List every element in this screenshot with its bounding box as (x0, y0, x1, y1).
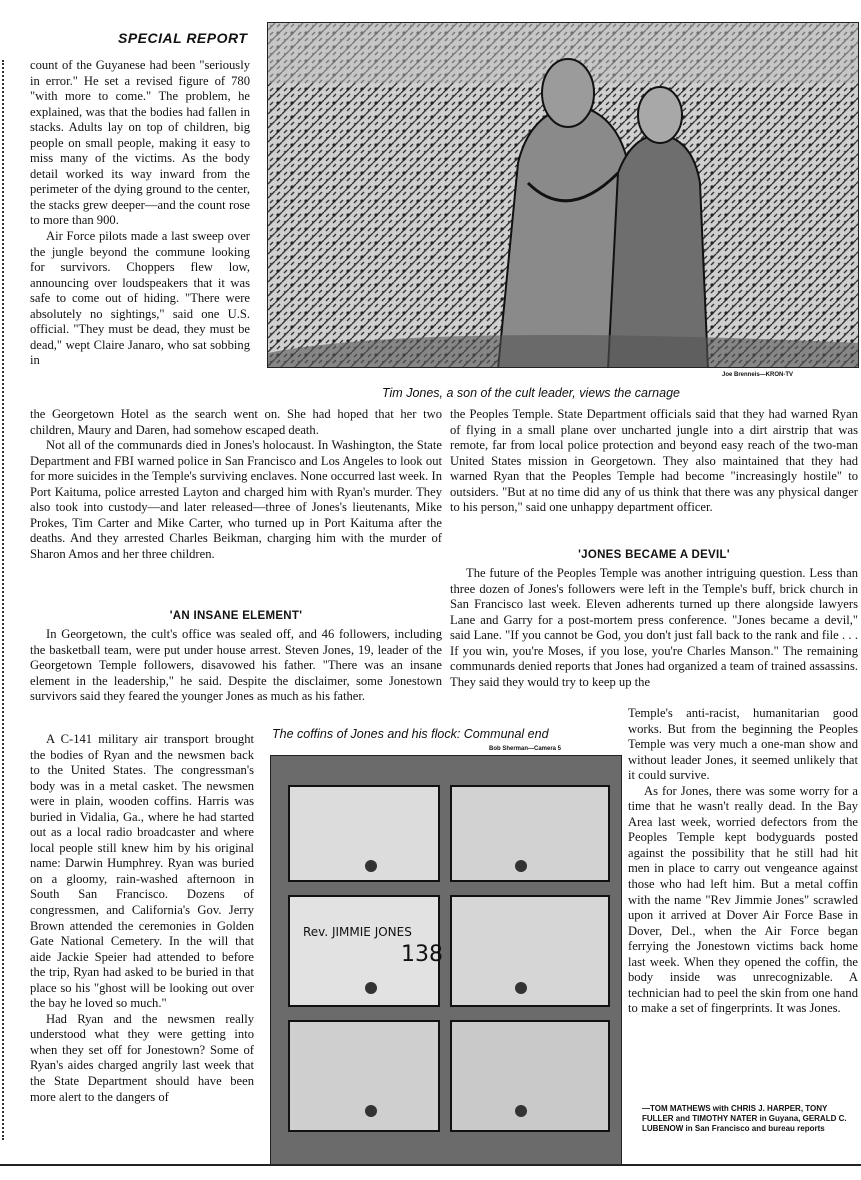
subhead-insane-element: 'AN INSANE ELEMENT' (169, 610, 303, 622)
photo-coffins (270, 755, 622, 1165)
photo-tim-jones (267, 22, 859, 368)
column-1-mid (30, 407, 442, 562)
photo-tim-jones-caption: Tim Jones, a son of the cult leader, views the carnage (382, 386, 680, 400)
photo-tim-jones-image (268, 23, 859, 368)
paragraph: the Peoples Temple. State Department officials said that they had warned Ryan of flying in a small plane over uncharted jungle into a dirt airstrip that was remote, far from local police protection and beyond easy reach of the two-man United States mission in Georgetown. They also maintained that they had warned Ryan that the Peoples Temple had become "increasingly hostile" to outsiders. "But at no time did any of us think that there was any physical danger to his person," said one unhappy department officer. (450, 407, 858, 515)
photo-coffins-credit: Bob Sherman—Camera 5 (489, 746, 562, 752)
paragraph: Not all of the communards died in Jones's holocaust. In Washington, the State Department and FBI warned police in San Francisco and Los Angeles to look out for more suicides in the Temple's surviving enclaves. None occurred last week. In Port Kaituma, police arrested Layton and charged him with Ryan's murder. They also took into custody—and later released—three of Jones's lieutenants, Mike Prokes, Tim Carter and Mike Carter, who turned up in Port Kaituma after the deaths. And they arrested Charles Beikman, charging him with the murder of Sharon Amos and her three children. (30, 438, 442, 561)
column-2-narrow (628, 706, 858, 1017)
bottom-rule (0, 1164, 861, 1166)
column-1-bottom (30, 732, 254, 1105)
paragraph: In Georgetown, the cult's office was sealed off, and 46 followers, including the basketball team, were put under house arrest. Steven Jones, 19, leader of the Georgetown Temple followers, disavowed his father. "There was an insane element in the leadership," he said. Despite the disclaimer, some Jonestown survivors said they feared the younger Jones as much as his father. (30, 627, 442, 704)
byline: —TOM MATHEWS with CHRIS J. HARPER, TONY FULLER and TIMOTHY NATER in Guyana, GERALD C. LUBENOW in San Francisco and bureau reports (642, 1104, 847, 1133)
paragraph: As for Jones, there was some worry for a time that he wasn't really dead. In the Bay Area last week, worried defectors from the Peoples Temple kept bodyguards posted against the possibility that he still had hit men in place to carry out vengeance against those who had left him. But a metal coffin with the name "Rev Jimmie Jones" scrawled upon it arrived at Dover Air Force Base in Dover, Del., when the Air Force began ferrying the Jonestown victims back home last week. When they opened the coffin, the body inside was unrecognizable. A technician had to peel the skin from one hand to make a set of fingerprints. It was Jones. (628, 783, 858, 1016)
photo-tim-jones-credit: Joe Brenneis—KRON-TV (722, 372, 794, 378)
paragraph: Air Force pilots made a last sweep over the jungle beyond the commune looking for survivors. Choppers flew low, announcing over loudspeakers that it was safe to come out of hiding. "There were absolutely no sightings," said one U.S. official. "They must be dead, they must be dead," wept Claire Janaro, who sat sobbing in (30, 229, 250, 368)
paragraph: Temple's anti-racist, humanitarian good works. But from the beginning the Peoples Temple was very much a one-man show and without leader Jones, it seemed unlikely that it could survive. (628, 706, 858, 783)
section-kicker: SPECIAL REPORT (118, 30, 248, 46)
paragraph: The future of the Peoples Temple was another intriguing question. Less than three dozen of Jones's followers were left in the Temple's buff, brick church in San Francisco last week. Eleven adherents turned up there alongside lawyers Lane and Garry for a post-mortem press conference. "Jones became a devil," said Lane. "If you cannot be God, you don't just fall back to the rank and file . . . If you win, you're Moses, if you lose, you're Charles Manson." The remaining communards denied reports that Jones had organized a team of trained assassins. They said they would try to keep up the (450, 566, 858, 689)
column-2-top (450, 407, 858, 516)
paragraph: A C-141 military air transport brought the bodies of Ryan and the newsmen back to the United States. The congressman's body was in a metal casket. The newsmen were in plain, wooden coffins. Harris was buried in Vidalia, Ga., where he had started out as a local radio broadcaster and where local people still knew him by his original name: Darwin Humphrey. Ryan was buried on a gloomy, rain-washed afternoon in South San Francisco. Dozens of congressmen, and California's Gov. Jerry Brown attended the ceremonies in Golden Gate National Cemetery. In the will that aide Jackie Speier had attended to before the trip, Ryan had asked to be buried in that place so his "ghost will be looking out over the bay he loved so much." (30, 732, 254, 1011)
photo-coffins-caption: The coffins of Jones and his flock: Communal end (272, 727, 549, 741)
column-1-insane (30, 627, 442, 705)
subhead-jones-became-devil: 'JONES BECAME A DEVIL' (578, 549, 730, 561)
photo-coffins-image (271, 756, 622, 1165)
coffin-number: 138 (401, 942, 443, 967)
paragraph: the Georgetown Hotel as the search went on. She had hoped that her two children, Maury and Daren, had somehow escaped death. (30, 407, 442, 437)
page-margin-rule (2, 60, 5, 1140)
column-2-devil (450, 566, 858, 690)
paragraph: count of the Guyanese had been "seriously in error." He set a revised figure of 780 "with more to come." The problem, he explained, was that the bodies had fallen in stacks. Adults lay on top of children, big people on small people, making it easy to miss many of the victims. As the body detail worked its way inward from the perimeter of the dying ground to the center, the stacks grew deeper—and the count rose to more than 900. (30, 58, 250, 228)
column-1-top (30, 58, 250, 369)
paragraph: Had Ryan and the newsmen really understood what they were getting into when they set off for Jonestown? Some of Ryan's aides charged angrily last week that the State Department should have been more alert to the dangers of (30, 1011, 254, 1104)
coffin-scrawl: Rev. JIMMIE JONES (303, 925, 412, 939)
